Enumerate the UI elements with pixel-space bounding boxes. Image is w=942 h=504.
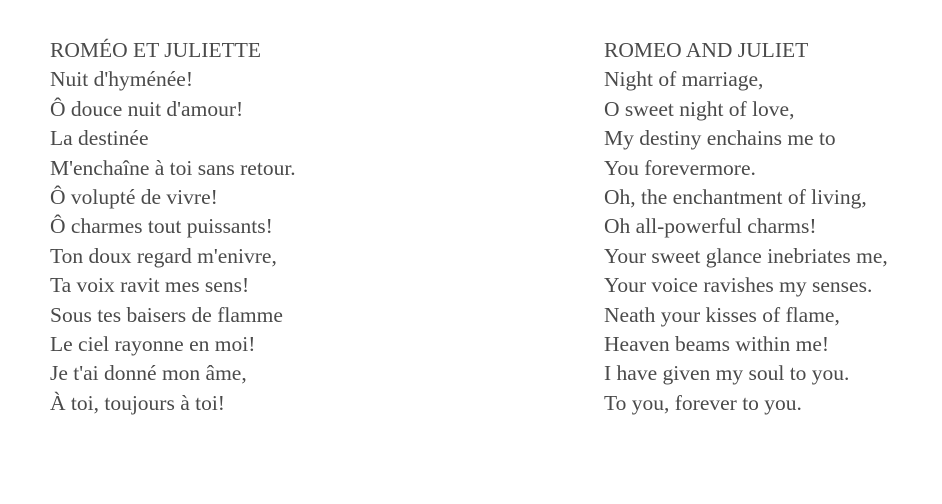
english-line: Night of marriage,: [604, 67, 764, 92]
french-line: Le ciel rayonne en moi!: [50, 331, 256, 356]
english-line: My destiny enchains me to: [604, 126, 836, 151]
english-line: I have given my soul to you.: [604, 361, 850, 386]
french-title: ROMÉO ET JULIETTE: [50, 38, 261, 62]
english-line: Your sweet glance inebriates me,: [604, 243, 888, 268]
english-line: O sweet night of love,: [604, 96, 795, 121]
english-line: Oh, the enchantment of living,: [604, 184, 867, 209]
english-line: Neath your kisses of flame,: [604, 302, 840, 327]
french-line: Ô volupté de vivre!: [50, 184, 218, 209]
english-title: ROMEO AND JULIET: [604, 38, 809, 62]
french-line: À toi, toujours à toi!: [50, 390, 225, 415]
french-line: La destinée: [50, 126, 149, 151]
english-line: Heaven beams within me!: [604, 331, 830, 356]
french-lyrics-column: [50, 36, 296, 418]
english-line: Oh all-powerful charms!: [604, 214, 817, 239]
french-line: Nuit d'hyménée!: [50, 67, 193, 92]
french-line: Je t'ai donné mon âme,: [50, 361, 247, 386]
english-translation-column: [604, 36, 888, 418]
english-line: To you, forever to you.: [604, 390, 802, 415]
french-line: Ta voix ravit mes sens!: [50, 273, 250, 298]
french-line: Ô douce nuit d'amour!: [50, 96, 244, 121]
french-line: Ô charmes tout puissants!: [50, 214, 273, 239]
english-line: You forevermore.: [604, 155, 756, 180]
french-line: M'enchaîne à toi sans retour.: [50, 155, 296, 180]
english-line: Your voice ravishes my senses.: [604, 273, 873, 298]
french-line: Ton doux regard m'enivre,: [50, 243, 277, 268]
french-line: Sous tes baisers de flamme: [50, 302, 283, 327]
